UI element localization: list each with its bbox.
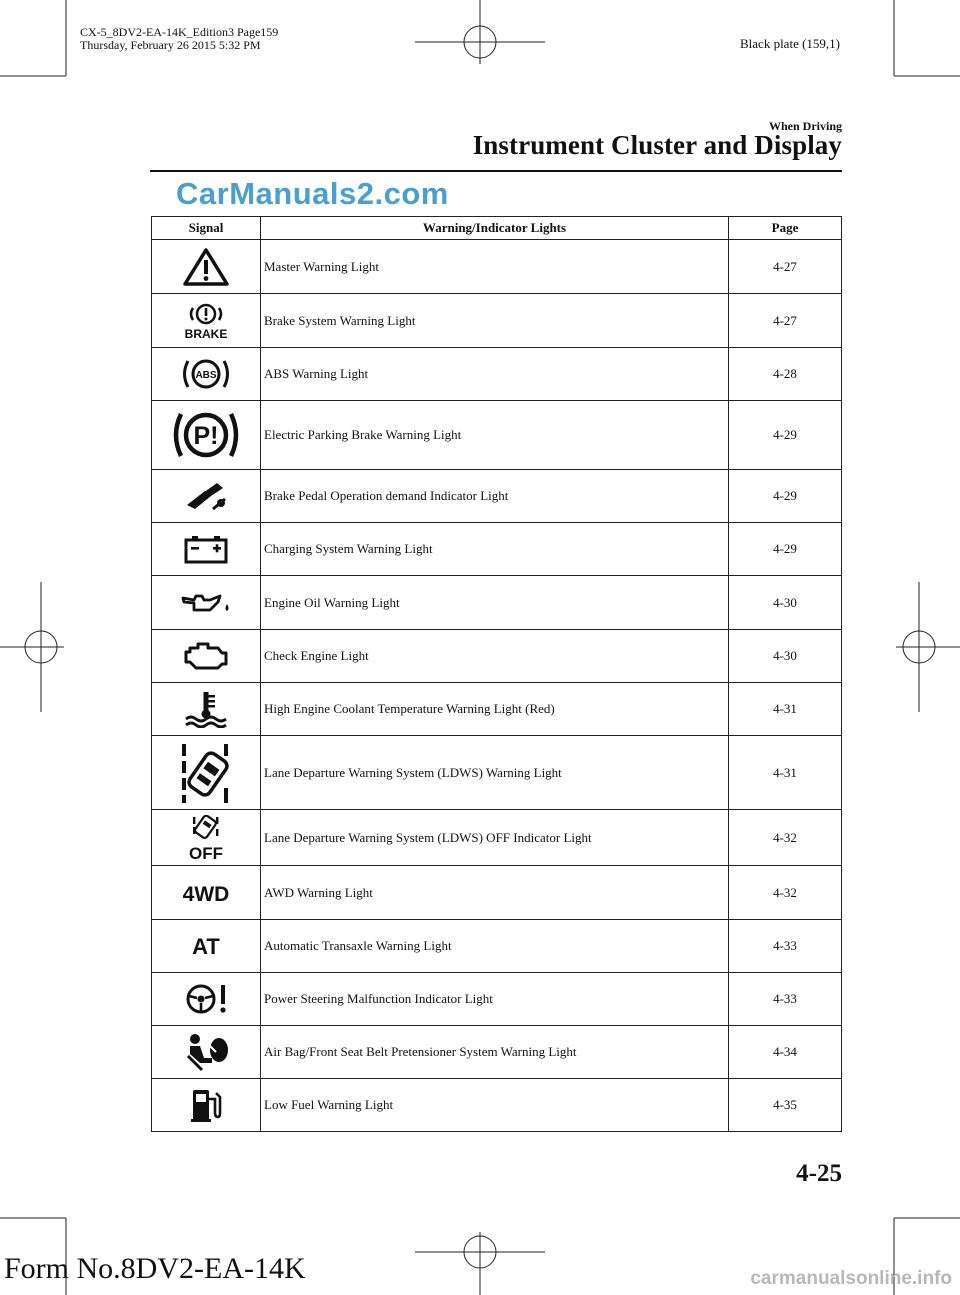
abs-icon-text: ABS — [195, 370, 217, 381]
light-name: AWD Warning Light — [261, 866, 729, 920]
table-row — [152, 736, 842, 810]
lane-departure-off-icon-text: OFF — [189, 843, 223, 861]
light-name: Lane Departure Warning System (LDWS) OFF Indicator Light — [261, 810, 729, 866]
fuel-icon — [189, 1087, 223, 1123]
light-name: Lane Departure Warning System (LDWS) Warning Light — [261, 736, 729, 810]
airbag-icon — [182, 1032, 230, 1072]
page-ref: 4-31 — [729, 683, 842, 736]
plate-label: Black plate (159,1) — [740, 36, 840, 51]
form-number: Form No.8DV2-EA-14K — [4, 1252, 306, 1285]
page-ref: 4-34 — [729, 1026, 842, 1079]
section-label: When Driving — [768, 119, 842, 133]
battery-icon — [183, 533, 229, 565]
light-name: Air Bag/Front Seat Belt Pretensioner System Warning Light — [261, 1026, 729, 1079]
lane-departure-icon — [176, 742, 236, 804]
table-header-row — [152, 217, 842, 240]
awd-icon — [178, 880, 234, 906]
title-divider — [150, 170, 842, 172]
watermark-top: CarManuals2.com — [176, 176, 449, 211]
table-row — [152, 240, 842, 294]
page-ref: 4-29 — [729, 401, 842, 470]
table-row — [152, 683, 842, 736]
header-lights: Warning/Indicator Lights — [261, 217, 729, 240]
page-ref: 4-32 — [729, 810, 842, 866]
at-icon — [186, 933, 226, 959]
print-info-line2: Thursday, February 26 2015 5:32 PM — [80, 38, 261, 52]
table-row — [152, 348, 842, 401]
table-row — [152, 630, 842, 683]
page-ref: 4-28 — [729, 348, 842, 401]
check-engine-icon — [180, 640, 232, 672]
brake-warning-icon — [184, 301, 228, 341]
table-row — [152, 866, 842, 920]
page-ref: 4-31 — [729, 736, 842, 810]
page-number: 4-25 — [796, 1160, 842, 1187]
print-info — [80, 26, 278, 52]
table-row — [152, 401, 842, 470]
table-row — [152, 973, 842, 1026]
light-name: Low Fuel Warning Light — [261, 1079, 729, 1132]
brake-pedal-icon — [183, 479, 229, 513]
watermark-bottom: carmanualsonline.info — [750, 1268, 952, 1289]
coolant-temp-icon — [183, 690, 229, 728]
page-ref: 4-35 — [729, 1079, 842, 1132]
table-row — [152, 1079, 842, 1132]
page-ref: 4-32 — [729, 866, 842, 920]
page-ref: 4-29 — [729, 470, 842, 523]
page-ref: 4-30 — [729, 576, 842, 630]
page-ref: 4-33 — [729, 973, 842, 1026]
light-name: Brake System Warning Light — [261, 294, 729, 348]
lane-departure-off-icon — [184, 815, 228, 861]
light-name: Brake Pedal Operation demand Indicator Light — [261, 470, 729, 523]
light-name: Automatic Transaxle Warning Light — [261, 920, 729, 973]
table-row — [152, 470, 842, 523]
awd-icon-text: 4WD — [182, 882, 230, 906]
light-name: Power Steering Malfunction Indicator Light — [261, 973, 729, 1026]
page-ref: 4-33 — [729, 920, 842, 973]
abs-warning-icon — [179, 356, 233, 392]
brake-icon-text: BRAKE — [184, 326, 228, 341]
light-name: ABS Warning Light — [261, 348, 729, 401]
table-row — [152, 920, 842, 973]
light-name: Master Warning Light — [261, 240, 729, 294]
header-signal: Signal — [152, 217, 261, 240]
table-row — [152, 810, 842, 866]
at-icon-text: AT — [192, 934, 220, 959]
oil-can-icon — [180, 590, 232, 616]
light-name: Engine Oil Warning Light — [261, 576, 729, 630]
header-page: Page — [729, 217, 842, 240]
light-name: Check Engine Light — [261, 630, 729, 683]
warning-lights-table — [151, 216, 842, 1132]
parking-brake-icon — [169, 408, 243, 462]
table-row — [152, 576, 842, 630]
page-ref: 4-30 — [729, 630, 842, 683]
steering-icon — [183, 982, 229, 1016]
parking-brake-icon-text: P! — [193, 422, 219, 450]
master-warning-icon — [182, 247, 230, 287]
light-name: Electric Parking Brake Warning Light — [261, 401, 729, 470]
page-ref: 4-27 — [729, 240, 842, 294]
table-row — [152, 523, 842, 576]
light-name: Charging System Warning Light — [261, 523, 729, 576]
light-name: High Engine Coolant Temperature Warning Light (Red) — [261, 683, 729, 736]
page-title: Instrument Cluster and Display — [472, 130, 842, 160]
print-info-line1: CX-5_8DV2-EA-14K_Edition3 Page159 — [80, 25, 279, 39]
table-row — [152, 1026, 842, 1079]
page-ref: 4-29 — [729, 523, 842, 576]
page-ref: 4-27 — [729, 294, 842, 348]
table-row — [152, 294, 842, 348]
